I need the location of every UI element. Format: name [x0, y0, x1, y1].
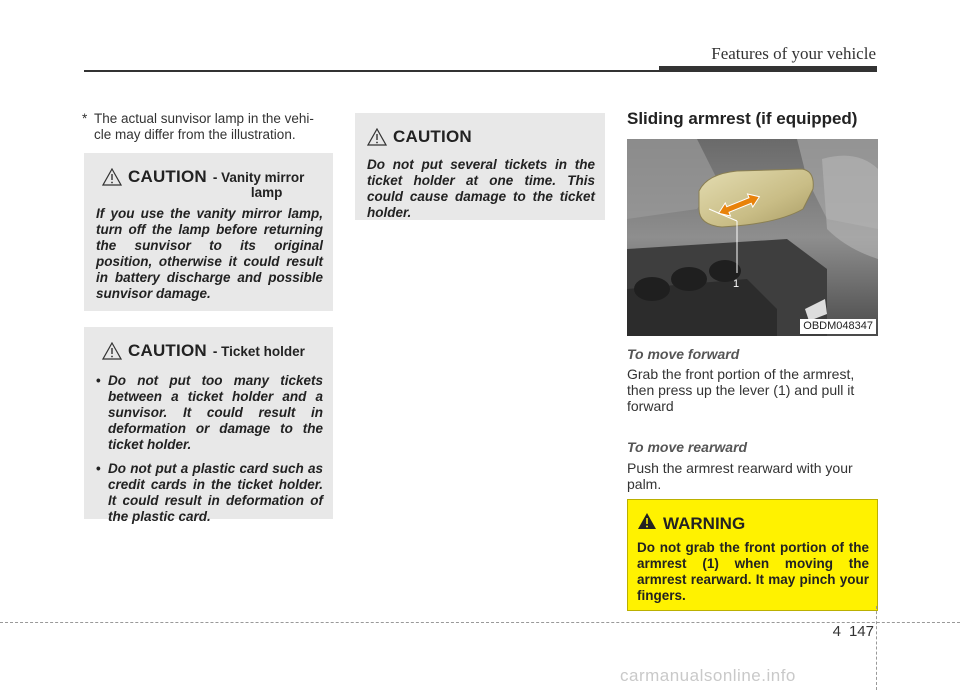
note-star: *	[82, 111, 88, 126]
warning-word: WARNING	[663, 513, 746, 533]
caution-body: If you use the vanity mirror lamp, turn off the lamp before returning the sunvisor to its original position, otherwise it could result in battery discharge and possible sunvisor damage.	[96, 206, 323, 301]
caution-title	[96, 167, 323, 200]
page-number	[833, 623, 874, 640]
subhead-move-rearward: To move rearward	[627, 439, 748, 455]
illustration-note	[82, 111, 342, 143]
caution-subtitle: - Ticket holder	[212, 344, 305, 359]
caution-word: CAUTION	[128, 341, 207, 360]
subhead-move-forward: To move forward	[627, 346, 740, 362]
caution-subtitle-line2: lamp	[250, 185, 283, 200]
para-move-forward: Grab the front portion of the armrest, then press up the lever (1) and pull it forward	[627, 366, 855, 414]
caution-body: Do not put several tickets in the ticket holder at one time. This could cause damage to the ticket holder.	[367, 157, 595, 220]
warning-body: Do not grab the front portion of the armrest (1) when moving the armrest rearward. It may pinch your fingers.	[637, 540, 869, 603]
header-rule-accent	[659, 66, 877, 72]
caution-body	[96, 373, 323, 525]
warning-triangle-icon	[637, 512, 657, 535]
caution-box-vanity-mirror	[84, 153, 333, 311]
warning-box	[627, 499, 878, 611]
image-code: OBDM048347	[800, 319, 876, 334]
footer-divider	[0, 622, 960, 623]
caution-word: CAUTION	[128, 167, 207, 186]
caution-triangle-icon	[367, 128, 387, 151]
warning-title	[637, 512, 869, 535]
para-move-rearward: Push the armrest rearward with your palm.	[627, 460, 853, 492]
note-line-2: cle may differ from the illustration.	[94, 127, 296, 142]
footer-vertical-rule	[876, 606, 877, 690]
caution-box-several-tickets	[355, 113, 605, 220]
caution-list-item: • Do not put a plastic card such as credit cards in the ticket holder. It could result in deformation of the plastic card.	[96, 461, 323, 525]
caution-title	[367, 127, 595, 151]
caution-word: CAUTION	[393, 127, 472, 146]
chapter-number: 4	[832, 623, 841, 640]
armrest-photo-svg	[627, 139, 878, 336]
header-title: Features of your vehicle	[711, 44, 876, 63]
caution-list	[96, 373, 323, 525]
section-title-sliding-armrest: Sliding armrest (if equipped)	[627, 109, 858, 128]
callout-number: 1	[733, 278, 740, 290]
page-index: 147	[848, 623, 874, 640]
caution-subtitle-line1: - Vanity mirror	[212, 170, 305, 185]
note-line-1: The actual sunvisor lamp in the vehi-	[94, 111, 314, 126]
watermark: carmanualsonline.info	[620, 666, 796, 685]
caution-list-item: • Do not put too many tickets between a ticket holder and a sunvisor. It could result in deformation or damage to the ticket holder.	[96, 373, 323, 453]
caution-title	[96, 341, 323, 365]
caution-box-ticket-holder	[84, 327, 333, 524]
caution-subtitle	[213, 170, 305, 200]
armrest-illustration	[627, 139, 878, 336]
caution-triangle-icon	[102, 342, 122, 365]
caution-triangle-icon	[102, 168, 122, 191]
